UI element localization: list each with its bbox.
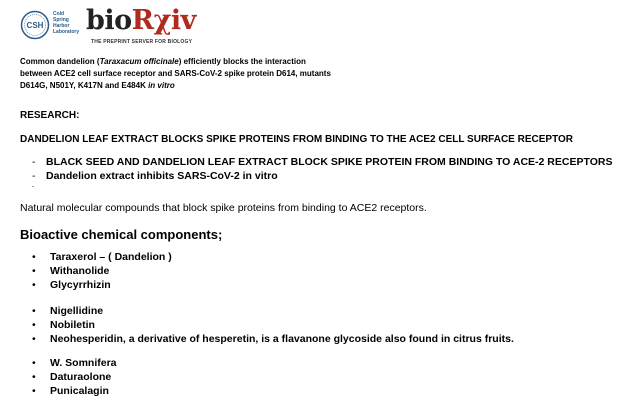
headline: DANDELION LEAF EXTRACT BLOCKS SPIKE PROTEINS FROM BINDING TO THE ACE2 CELL SURFACE RECEPTOR xyxy=(20,134,574,145)
intro-paragraph: Natural molecular compounds that block spike proteins from binding to ACE2 receptors. xyxy=(20,202,427,214)
wordmark-rxiv: Rχiv xyxy=(131,5,196,36)
list-item: • Taraxerol – ( Dandelion ) xyxy=(32,251,172,263)
paper-title-line1: Common dandelion (Taraxacum officinale) efficiently blocks the interaction xyxy=(20,57,306,66)
compound-list xyxy=(32,250,172,292)
list-item: • Withanolide xyxy=(32,265,110,277)
biorxiv-header xyxy=(20,6,320,52)
list-item: • Glycyrrhizin xyxy=(32,279,111,291)
list-item: - BLACK SEED AND DANDELION LEAF EXTRACT BLOCK SPIKE PROTEIN FROM BINDING TO ACE-2 RECEPTORS xyxy=(32,156,613,168)
list-item: • Nigellidine xyxy=(32,305,104,317)
csh-line: Spring xyxy=(53,17,69,23)
biorxiv-logo xyxy=(86,4,196,38)
list-item: - Dandelion extract inhibits SARS-CoV-2 in vitro xyxy=(32,170,278,182)
csh-line: Harbor xyxy=(53,23,70,29)
list-item: • Punicalagin xyxy=(32,385,109,397)
paper-title-line3: D614G, N501Y, K417N and E484K in vitro xyxy=(20,81,175,90)
compound-list xyxy=(32,304,514,346)
list-item: • Neohesperidin, a derivative of hesperetin, is a flavanone glycoside also found in citrus fruits. xyxy=(32,333,514,345)
research-label: RESEARCH: xyxy=(20,110,80,121)
compound-list xyxy=(32,356,117,398)
list-item: • Daturaolone xyxy=(32,371,112,383)
csh-line: Laboratory xyxy=(53,29,80,35)
paper-title xyxy=(20,56,380,92)
tagline: THE PREPRINT SERVER FOR BIOLOGY xyxy=(91,39,193,45)
list-item: • Nobiletin xyxy=(32,319,95,331)
dash-list xyxy=(32,155,612,191)
csh-logo-icon xyxy=(20,10,50,40)
list-item-empty: - xyxy=(32,184,34,190)
section-heading: Bioactive chemical components; xyxy=(20,227,223,242)
wordmark-bio: bio xyxy=(86,5,132,36)
csh-logo-text: CSH xyxy=(26,21,44,30)
csh-line: Cold xyxy=(53,11,65,17)
csh-institution-name xyxy=(53,11,79,35)
list-item: • W. Somnifera xyxy=(32,357,117,369)
paper-title-line2: between ACE2 cell surface receptor and SARS-CoV-2 spike protein D614, mutants xyxy=(20,69,331,78)
